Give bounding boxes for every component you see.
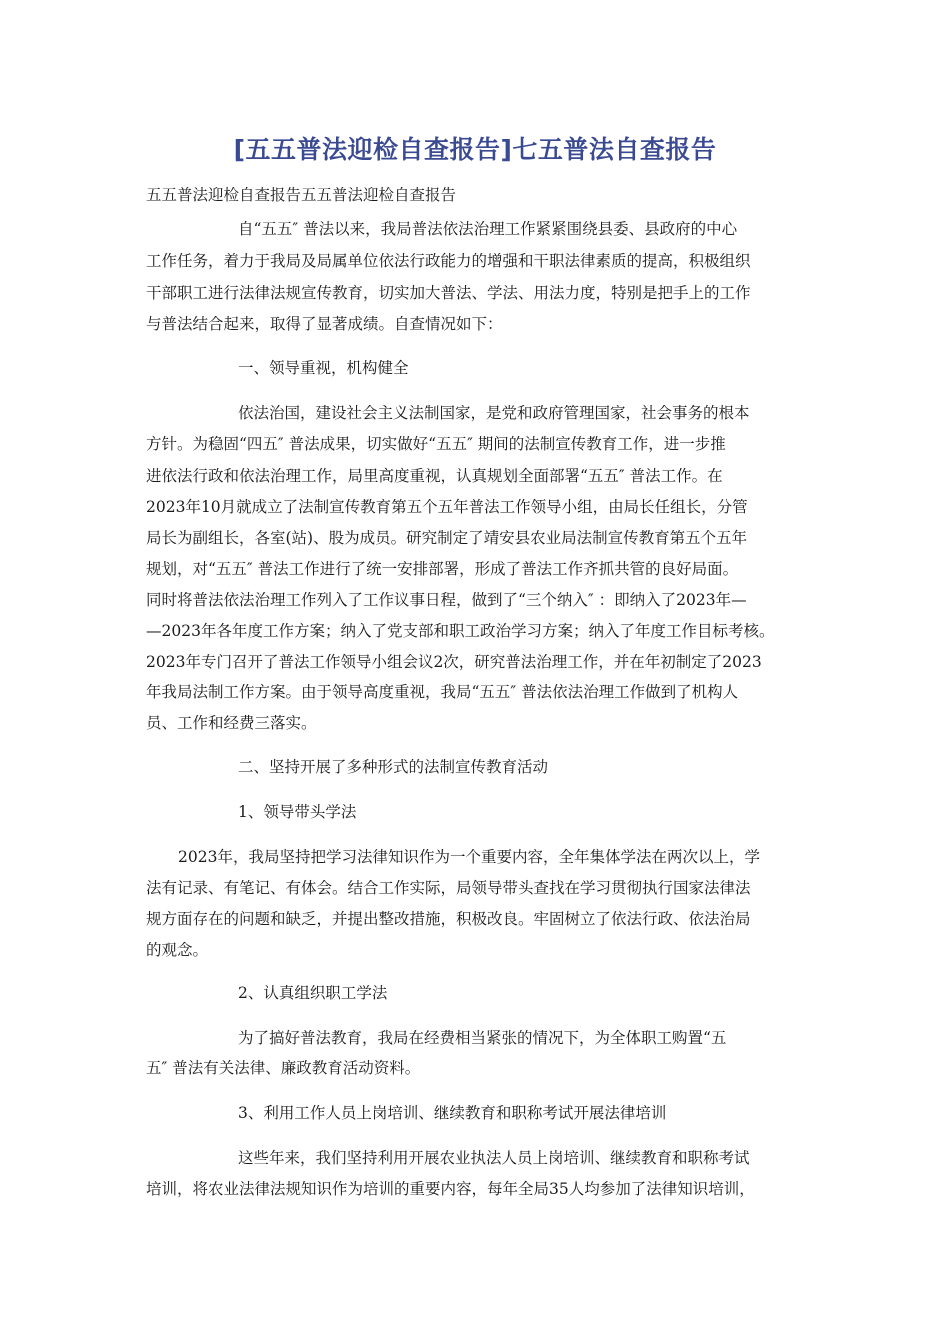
paragraph-line: 同时将普法依法治理工作列入了工作议事日程，做到了“三个纳入″ ：即纳入了2023年— xyxy=(146,591,747,609)
paragraph-line: —2023年各年度工作方案；纳入了党支部和职工政治学习方案；纳入了年度工作目标考核。 xyxy=(146,622,775,640)
paragraph-line: 2023年，我局坚持把学习法律知识作为一个重要内容，全年集体学法在两次以上，学 xyxy=(178,848,760,866)
paragraph-line: 与普法结合起来，取得了显著成绩。自查情况如下： xyxy=(146,315,503,333)
subsection-heading: 3、利用工作人员上岗培训、继续教育和职称考试开展法律培训 xyxy=(238,1104,667,1122)
paragraph-line: 2023年专门召开了普法工作领导小组会议2次，研究普法治理工作，并在年初制定了2023 xyxy=(146,653,762,671)
paragraph-line: 自“五五″ 普法以来，我局普法依法治理工作紧紧围绕县委、县政府的中心 xyxy=(238,220,738,238)
paragraph-line: 法有记录、有笔记、有体会。结合工作实际，局领导带头查找在学习贯彻执行国家法律法 xyxy=(146,879,751,897)
section-heading: 一、领导重视，机构健全 xyxy=(238,359,409,377)
paragraph-line: 方针。为稳固“四五″ 普法成果，切实做好“五五″ 期间的法制宣传教育工作，进一步推 xyxy=(146,435,726,453)
document-title: [五五普法迎检自查报告]七五普法自查报告 xyxy=(233,135,717,164)
paragraph-line: 为了搞好普法教育，我局在经费相当紧张的情况下，为全体职工购置“五 xyxy=(238,1029,727,1047)
section-heading: 二、坚持开展了多种形式的法制宣传教育活动 xyxy=(238,758,549,776)
subtitle-line: 五五普法迎检自查报告五五普法迎检自查报告 xyxy=(146,186,457,204)
paragraph-line: 进依法行政和依法治理工作，局里高度重视，认真规划全面部署“五五″ 普法工作。在 xyxy=(146,467,723,485)
paragraph-line: 员、工作和经费三落实。 xyxy=(146,714,317,732)
paragraph-line: 年我局法制工作方案。由于领导高度重视，我局“五五″ 普法依法治理工作做到了机构人 xyxy=(146,683,739,701)
paragraph-line: 这些年来，我们坚持利用开展农业执法人员上岗培训、继续教育和职称考试 xyxy=(238,1149,750,1167)
paragraph-line: 工作任务，着力于我局及局属单位依法行政能力的增强和干职法律素质的提高，积极组织 xyxy=(146,252,751,270)
paragraph-line: 干部职工进行法律法规宣传教育，切实加大普法、学法、用法力度，特别是把手上的工作 xyxy=(146,284,751,302)
paragraph-line: 五″ 普法有关法律、廉政教育活动资料。 xyxy=(146,1059,421,1077)
subsection-heading: 2、认真组织职工学法 xyxy=(238,984,388,1002)
paragraph-line: 培训，将农业法律法规知识作为培训的重要内容，每年全局35人均参加了法律知识培训， xyxy=(146,1180,755,1198)
paragraph-line: 规划，对“五五″ 普法工作进行了统一安排部署，形成了普法工作齐抓共管的良好局面。 xyxy=(146,560,739,578)
subsection-heading: 1、领导带头学法 xyxy=(238,803,357,821)
paragraph-line: 的观念。 xyxy=(146,941,209,959)
paragraph-line: 局长为副组长，各室(站)、股为成员。研究制定了靖安县农业局法制宣传教育第五个五年 xyxy=(146,529,748,547)
paragraph-line: 2023年10月就成立了法制宣传教育第五个五年普法工作领导小组，由局长任组长，分管 xyxy=(146,498,748,516)
paragraph-line: 规方面存在的问题和缺乏，并提出整改措施，积极改良。牢固树立了依法行政、依法治局 xyxy=(146,910,751,928)
paragraph-line: 依法治国，建设社会主义法制国家，是党和政府管理国家，社会事务的根本 xyxy=(238,404,750,422)
